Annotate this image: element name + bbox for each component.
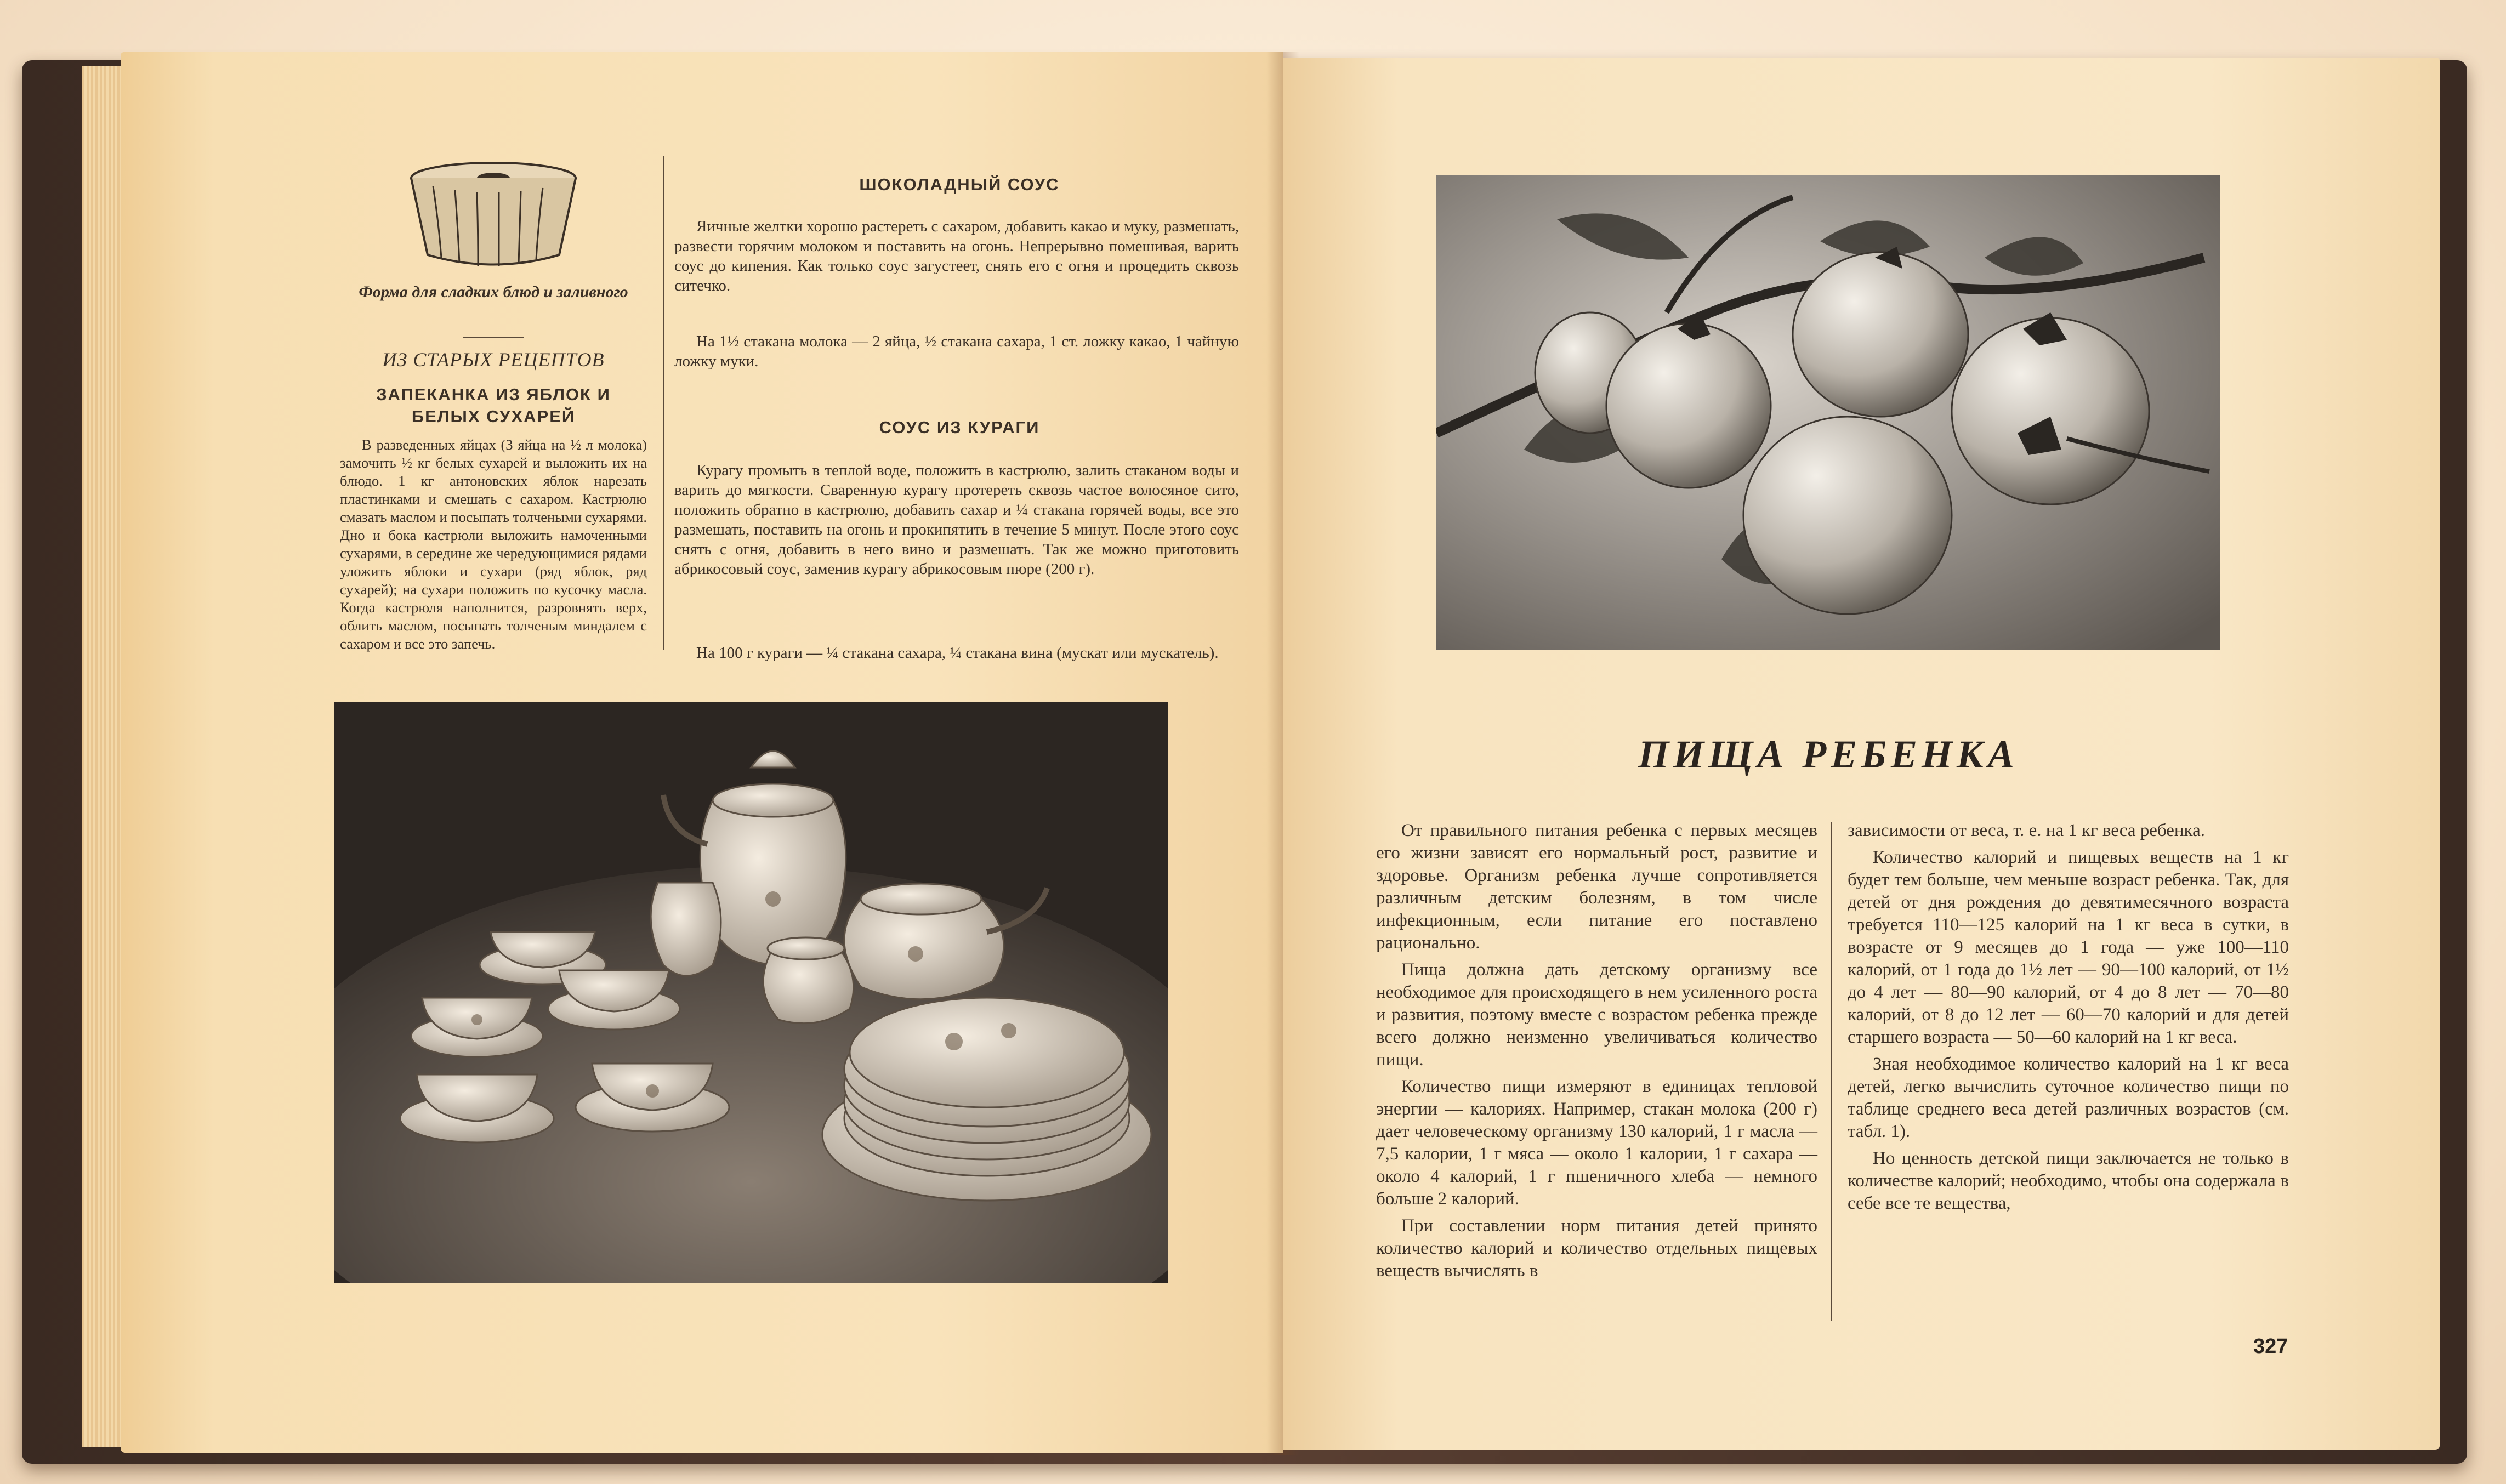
recipe3-p2: На 100 г кураги — ¼ стакана сахара, ¼ стакана вина (мускат или мускатель). [696, 644, 1219, 662]
section-label: ИЗ СТАРЫХ РЕЦЕПТОВ [382, 349, 605, 371]
jelly-mold-illustration [395, 156, 592, 277]
text-column-1 [1376, 820, 1817, 1287]
caption-rule [463, 337, 524, 338]
right-page [1283, 58, 2440, 1450]
recipe2-p1: Яичные желтки хорошо растереть с сахаром, добавить какао и муку, размешать, развести горячим молоком и поставить на огонь. Непрерывно помешивая, варить соус до кипения. Как только соус загустеет, снять его с огня и процедить сквозь ситечко. [674, 218, 1239, 294]
col1-p3: Количество пищи измеряют в единицах тепловой энергии — калориях. Например, стакан молока (200 г) дает человеческому организму 130 калорий, 1 г масла — 7,5 калории, 1 г мяса — около 1 калории, 1 г сахара — около 4 калорий, 1 г пшеничного хлеба — немного больше 2 калорий. [1376, 1077, 1817, 1209]
col1-p4: При составлении норм питания детей принято количество калорий и количество отдельных пищевых веществ вычислять в [1376, 1216, 1817, 1281]
recipe3-p1: Курагу промыть в теплой воде, положить в кастрюлю, залить стаканом воды и варить до мягкости. Сваренную курагу протереть сквозь частое волосяное сито, положить обратно в кастрюлю, добавить сахар и ¼ стакана горячей воды, все это размешать, поставить на огонь и прокипятить в течение 5 минут. После этого соус снять с огня, добавить в него вино и размешать. Так же можно приготовить абрикосовый соус, заменив курагу абрикосовым пюре (200 г). [674, 462, 1239, 578]
chapter-title: ПИЩА РЕБЕНКА [1638, 732, 2019, 776]
col1-p2: Пища должна дать детскому организму все необходимое для происходящего в нем усиленного роста и развития, поэтому вместе с возрастом ребенка прежде всего должно неизменно увеличиваться количество пищи. [1376, 960, 1817, 1070]
recipe1-title: ЗАПЕКАНКА ИЗ ЯБЛОК И БЕЛЫХ СУХАРЕЙ [376, 385, 611, 426]
text-column-2 [1848, 820, 2289, 1219]
col1-p1: От правильного питания ребенка с первых месяцев его жизни зависят его нормальный рост, развитие и здоровье. Организм ребенка лучше сопротивляется различным детским болезням, в том числе инфекционным, если питание его поставлено рационально. [1376, 821, 1817, 953]
recipe2-p2: На 1½ стакана молока — 2 яйца, ½ стакана сахара, 1 ст. ложку какао, 1 чайную ложку муки. [674, 333, 1239, 370]
left-page [121, 52, 1283, 1453]
mold-caption: Форма для сладких блюд и заливного [359, 283, 628, 301]
recipe1-text: В разведенных яйцах (3 яйца на ½ л молока) замочить ½ кг белых сухарей и выложить их на блюдо. 1 кг антоновских яблок нарезать пластинками и смешать с сахаром. Кастрюлю смазать маслом и посыпать толчеными сухарями. Дно и бока кастрюли выложить намоченными сухарями, в середине же чередующимися рядами уложить яблоки и сухари (ряд яблок, ряд сухарей); на сухари положить по кусочку масла. Когда кастрюля наполнится, разровнять верх, облить маслом, посыпать толченым миндалем с сахаром и все это запечь. [340, 436, 647, 652]
col2-p1: зависимости от веса, т. е. на 1 кг веса ребенка. [1848, 821, 2205, 840]
col2-p3: Зная необходимое количество калорий на 1 кг веса детей, легко вычислить суточное количество пищи по таблице среднего веса детей различных возрастов (см. табл. 1). [1848, 1054, 2289, 1141]
col2-p2: Количество калорий и пищевых веществ на 1 кг будет тем больше, чем меньше возраст ребенка. Так, для детей от дня рождения до девятимесячного возраста требуется 110—125 калорий на 1 кг веса в сутки, в возрасте от 9 месяцев до 1 года — уже 100—110 калорий, от 1 года до 1½ лет — 90—100 калорий, от 1½ до 4 лет — 80—90 калорий, от 4 до 8 лет — 70—80 калорий, от 8 до 12 лет — 60—70 калорий и для детей старшего возраста — 50—60 калорий на 1 кг веса. [1848, 848, 2289, 1047]
page-number: 327 [2253, 1335, 2288, 1358]
persimmon-photo [1436, 175, 2220, 650]
column-divider-right [1831, 822, 1832, 1321]
recipe2-title: ШОКОЛАДНЫЙ СОУС [859, 175, 1060, 194]
tea-set-photo [334, 702, 1168, 1283]
col2-p4: Но ценность детской пищи заключается не только в количестве калорий; необходимо, чтобы она содержала в себе все те вещества, [1848, 1148, 2289, 1213]
column-divider [663, 156, 664, 650]
recipe3-title: СОУС ИЗ КУРАГИ [879, 418, 1040, 437]
